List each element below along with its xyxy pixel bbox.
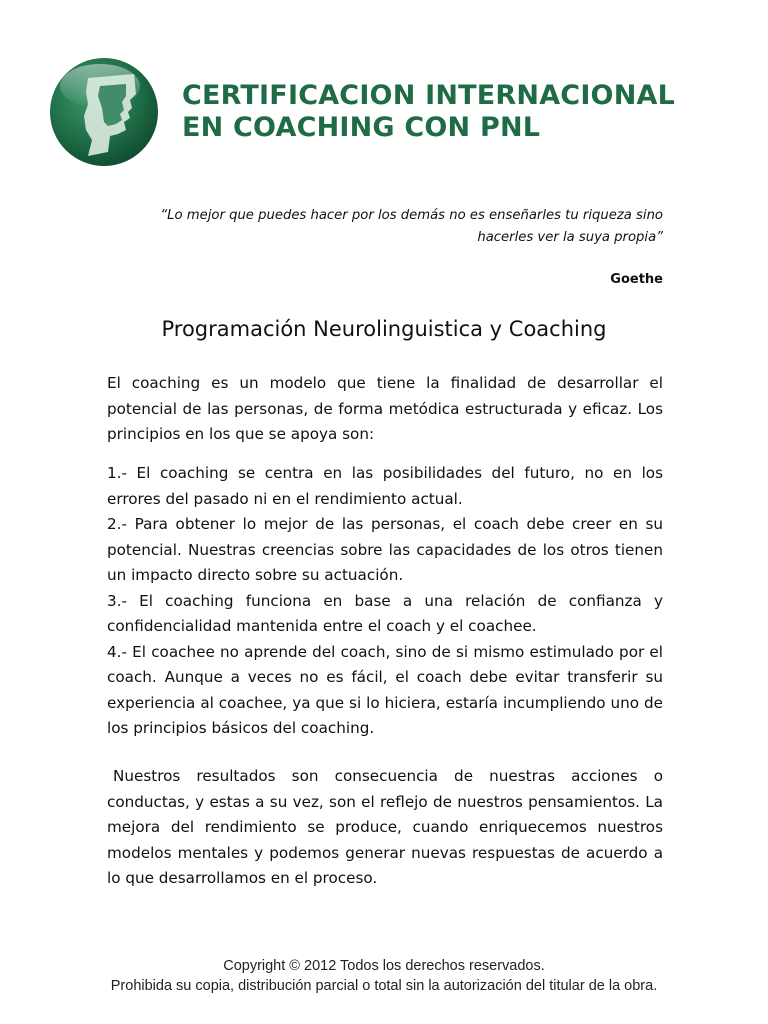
principle-item: 2.- Para obtener lo mejor de las personas, el coach debe creer en su potencial. Nuestras creencias sobre las capacidades de los otros tienen un impacto directo sobre su actuación.	[107, 515, 663, 584]
rights-notice: Prohibida su copia, distribución parcial o total sin la autorización del titular de la obra.	[110, 978, 658, 994]
principle-item: 4.- El coachee no aprende del coach, sino de si mismo estimulado por el coach. Aunque a veces no es fácil, el coach debe evitar transferir su experiencia al coachee, ya que si lo hiciera, estaría incumpliendo uno de los principios básicos del coaching.	[107, 642, 663, 737]
closing-paragraph	[107, 764, 663, 892]
principle-item: 3.- El coaching funciona en base a una relación de confianza y confidencialidad mantenida entre el coach y el coachee.	[107, 591, 663, 635]
principle-item: 1.- El coaching se centra en las posibilidades del futuro, no en los errores del pasado ni en el rendimiento actual.	[107, 464, 663, 508]
certification-title	[182, 80, 742, 144]
footer	[0, 956, 768, 996]
logo	[48, 56, 160, 168]
document-heading: Programación Neurolinguistica y Coaching	[161, 317, 607, 341]
quote-text: “Lo mejor que puedes hacer por los demás no es enseñarles tu riqueza sino hacerles ver la suya propia”	[160, 208, 663, 245]
head-profile-icon	[48, 56, 160, 168]
intro-text: El coaching es un modelo que tiene la finalidad de desarrollar el potencial de las personas, de forma metódica estructurada y eficaz. Los principios en los que se apoya son:	[107, 374, 663, 443]
copyright-line: Copyright © 2012 Todos los derechos reservados.	[223, 958, 545, 974]
closing-text: Nuestros resultados son consecuencia de nuestras acciones o conductas, y estas a su vez, son el reflejo de nuestros pensamientos. La mejora del rendimiento se produce, cuando enriquecemos nuestros modelos mentales y podemos generar nuevas respuestas de acuerdo a lo que desarrollamos en el proceso.	[107, 767, 663, 887]
intro-paragraph	[107, 371, 663, 448]
title-line-2: EN COACHING CON PNL	[182, 112, 541, 143]
quote-author: Goethe	[610, 272, 663, 287]
principles-list	[107, 461, 663, 742]
title-line-1: CERTIFICACION INTERNACIONAL	[182, 80, 676, 111]
